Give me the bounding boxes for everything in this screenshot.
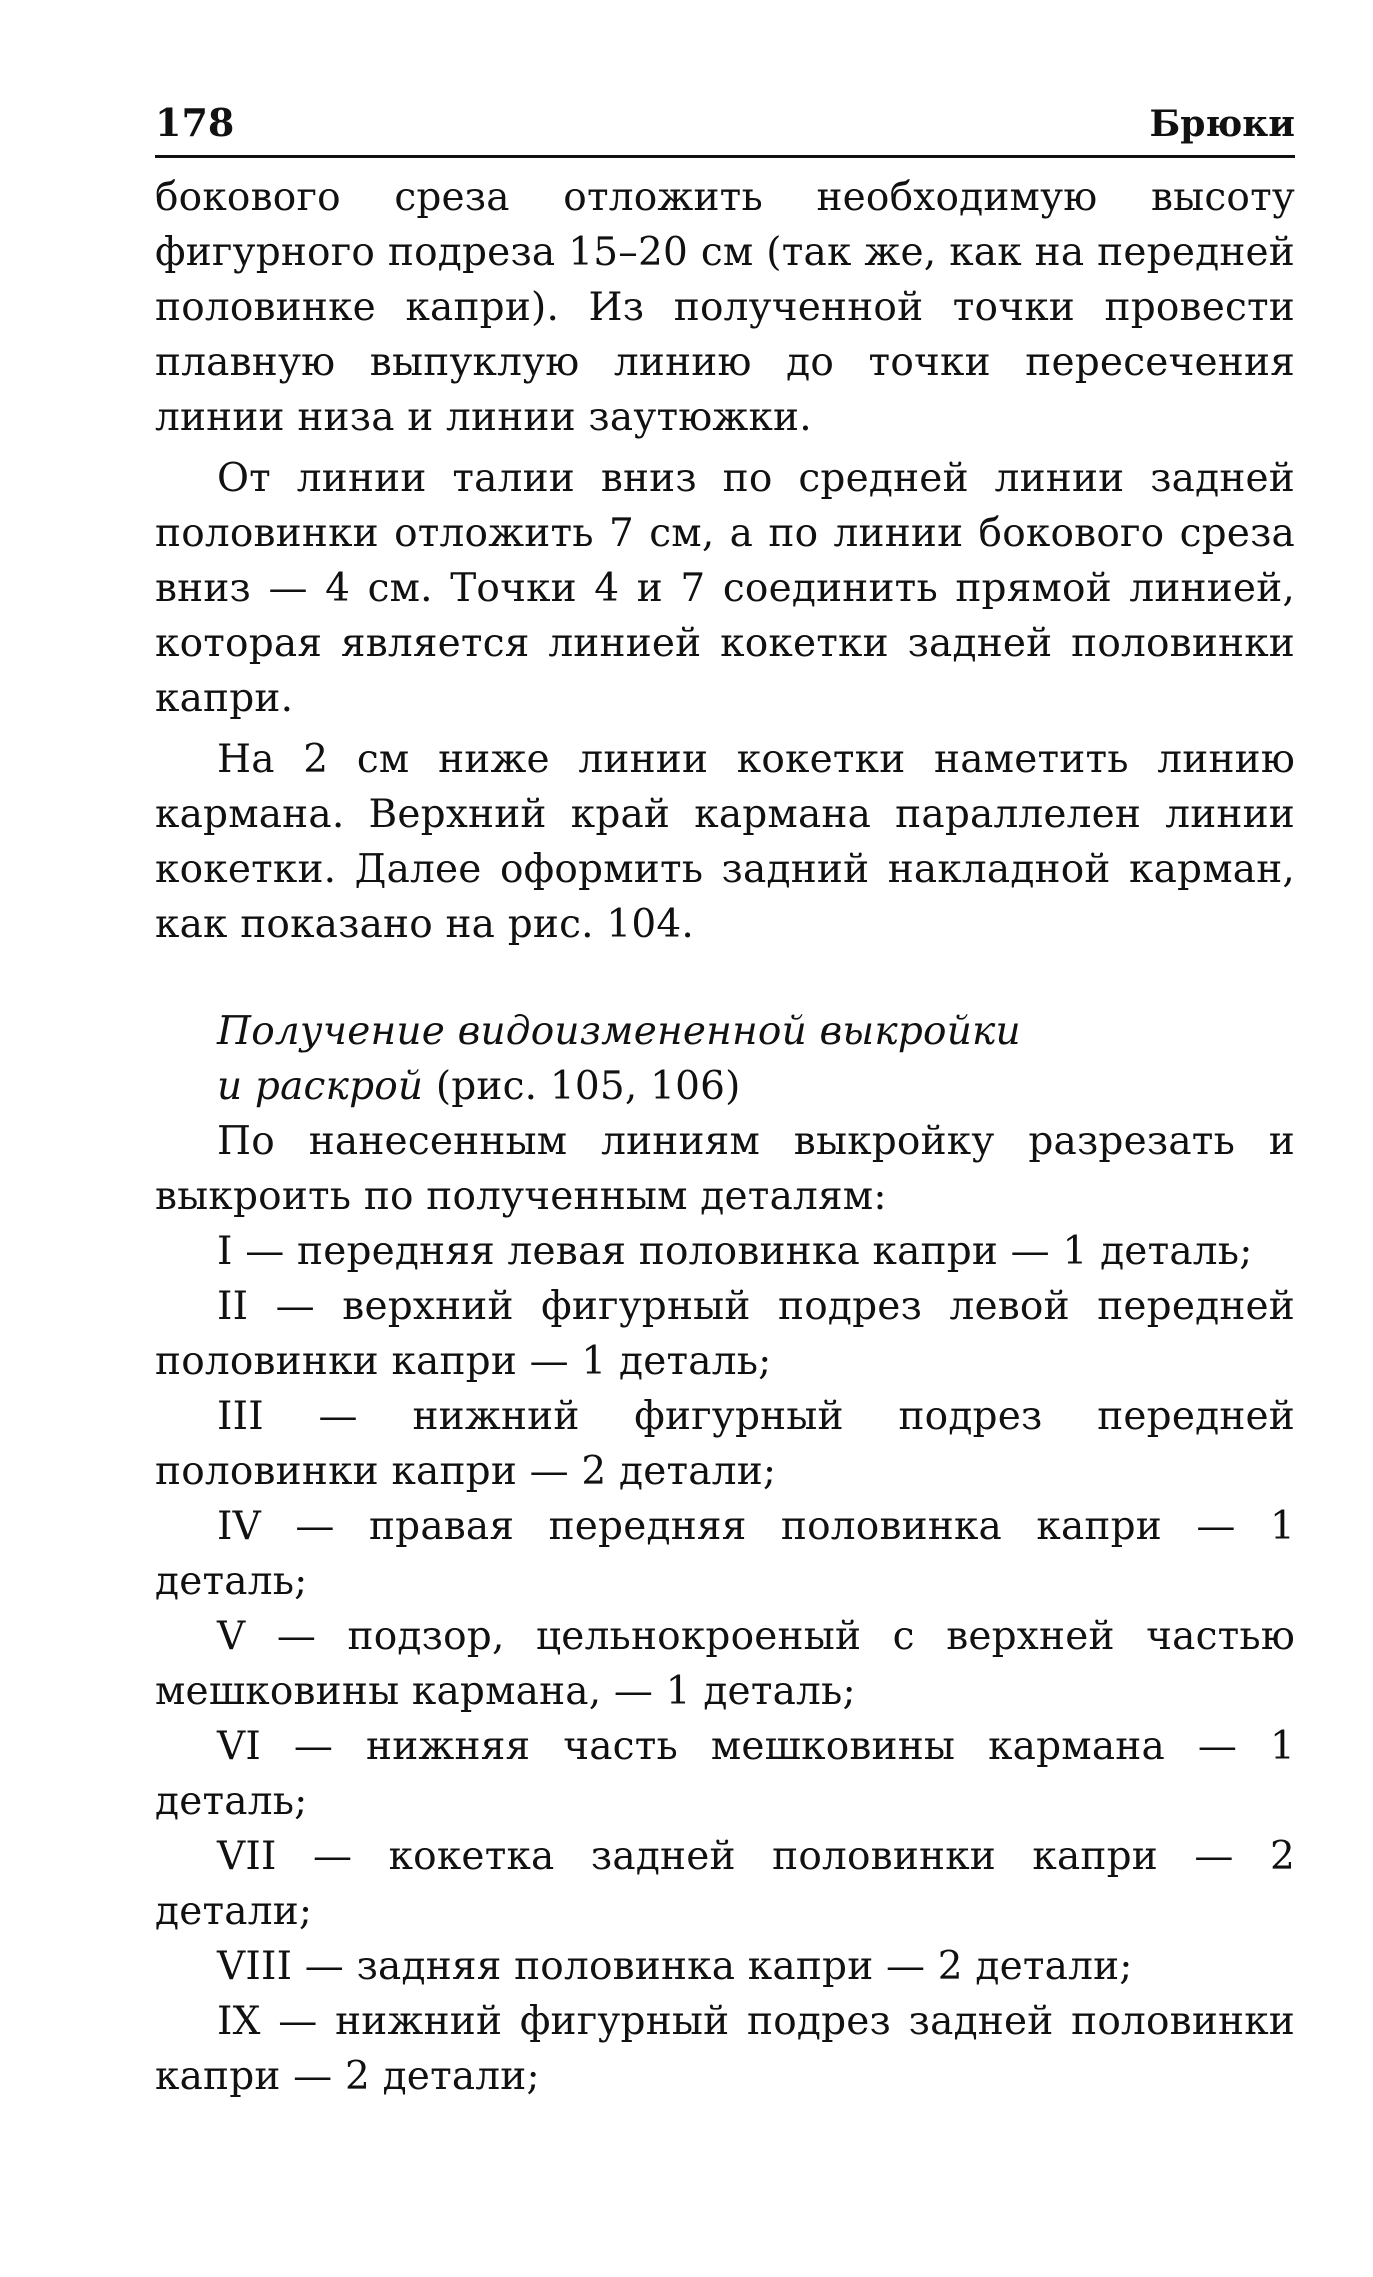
page-number: 178	[155, 100, 235, 145]
page-header	[155, 100, 1295, 158]
list-item: IX — нижний фигурный подрез задней половинки капри — 2 детали;	[155, 1999, 1295, 2099]
list-item: VIII — задняя половинка капри — 2 детали;	[217, 1944, 1133, 1989]
section-title-line1: Получение видоизмененной выкройки	[217, 1009, 1021, 1054]
paragraph-1: бокового среза отложить необходимую высоту фигурного подреза 15–20 см (так же, как на передней половинке капри). Из полученной точки провести плавную выпуклую линию до точки пересечения линии низа и линии заутюжки.	[155, 175, 1295, 440]
list-item: III — нижний фигурный подрез передней половинки капри — 2 детали;	[155, 1394, 1295, 1494]
page-body	[155, 170, 1295, 2104]
section-intro: По нанесенным линиям выкройку разрезать и выкроить по полученным деталям:	[155, 1119, 1295, 1219]
running-title: Брюки	[1149, 103, 1295, 145]
list-item: IV — правая передняя половинка капри — 1 деталь;	[155, 1504, 1295, 1604]
list-item: II — верхний фигурный подрез левой передней половинки капри — 1 деталь;	[155, 1284, 1295, 1384]
list-item: V — подзор, цельнокроеный с верхней частью мешковины кармана, — 1 деталь;	[155, 1614, 1295, 1714]
section-title-line2: и раскрой	[217, 1064, 424, 1109]
list-item: VII — кокетка задней половинки капри — 2 детали;	[155, 1834, 1295, 1934]
section-heading	[155, 1004, 1295, 1114]
book-page	[155, 100, 1295, 2104]
list-item: VI — нижняя часть мешковины кармана — 1 деталь;	[155, 1724, 1295, 1824]
list-item: I — передняя левая половинка капри — 1 деталь;	[217, 1229, 1253, 1274]
paragraph-3: На 2 см ниже линии кокетки наметить линию кармана. Верхний край кармана параллелен линии кокетки. Далее оформить задний накладной карман, как показано на рис. 104.	[155, 737, 1295, 947]
paragraph-2: От линии талии вниз по средней линии задней половинки отложить 7 см, а по линии бокового среза вниз — 4 см. Точки 4 и 7 соединить прямой линией, которая является линией кокетки задней половинки капри.	[155, 456, 1295, 721]
section-figure-ref: (рис. 105, 106)	[423, 1064, 741, 1109]
